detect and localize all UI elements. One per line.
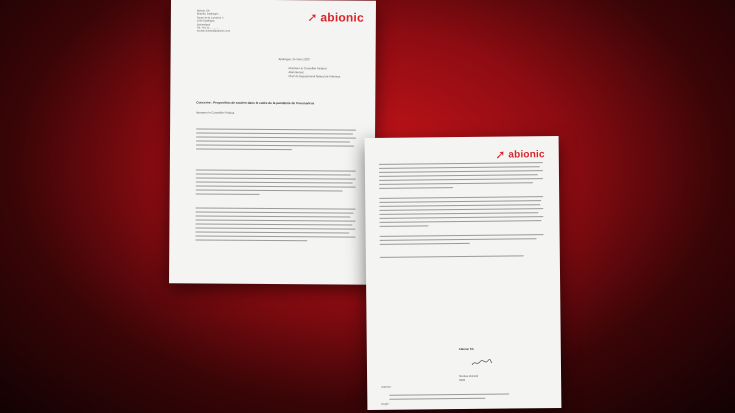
body-paragraph xyxy=(380,255,544,261)
copy-heading: Copie : xyxy=(381,401,391,406)
annex-items xyxy=(389,394,509,403)
body-paragraph xyxy=(379,162,543,192)
letter-page-2 xyxy=(365,136,562,410)
recipient-block xyxy=(288,67,340,79)
abionic-logo-icon: ➚ xyxy=(307,10,318,25)
body-paragraph xyxy=(380,234,544,248)
body-paragraph xyxy=(379,196,543,230)
body-paragraph xyxy=(196,128,356,153)
signature-block xyxy=(459,375,478,382)
handwritten-signature xyxy=(471,359,493,367)
letter-page-1 xyxy=(169,0,376,285)
recipient-line: Alain Berset xyxy=(288,69,304,75)
annex-heading: Annexe : xyxy=(381,384,393,389)
sender-line: 1066 Epalinges xyxy=(196,19,215,23)
letter-subject: Concerne : Proposition de soutien dans le cadre de la pandémie de Coronavirus xyxy=(196,100,315,106)
signature-title: CEO xyxy=(459,377,466,382)
sender-address xyxy=(197,9,231,33)
abionic-logo xyxy=(495,148,545,161)
recipient-line: Monsieur le Conseiller Fédéral xyxy=(288,66,327,71)
annex-block xyxy=(381,386,392,390)
logo-text: abionic xyxy=(508,148,545,161)
logo-text: abionic xyxy=(320,10,364,25)
recipient-line: Chef du Département fédéral de l'intérieur xyxy=(288,73,341,79)
body-paragraph xyxy=(195,207,355,244)
sender-line: Abionic SA xyxy=(196,9,210,13)
abionic-logo xyxy=(307,10,364,24)
letter-date: Epalinges, 25 mars 2020 xyxy=(278,57,310,62)
sender-line: Route de la Corniche 5 xyxy=(196,16,224,20)
sender-line: Biopôle, Epalinges xyxy=(196,12,219,17)
body-paragraph xyxy=(196,169,356,198)
sender-line: nicolas.durand@abionic.com xyxy=(196,29,231,34)
signature-company: Abionic SA xyxy=(458,346,474,352)
signature-name: Nicolas Durand xyxy=(459,373,479,379)
sender-line: Tel: +41 21 ... ... ... xyxy=(196,26,219,30)
sender-line: Switzerland xyxy=(196,23,211,27)
letter-salutation: Monsieur le Conseiller Fédéral, xyxy=(196,110,235,115)
abionic-logo-icon: ➚ xyxy=(495,147,506,162)
